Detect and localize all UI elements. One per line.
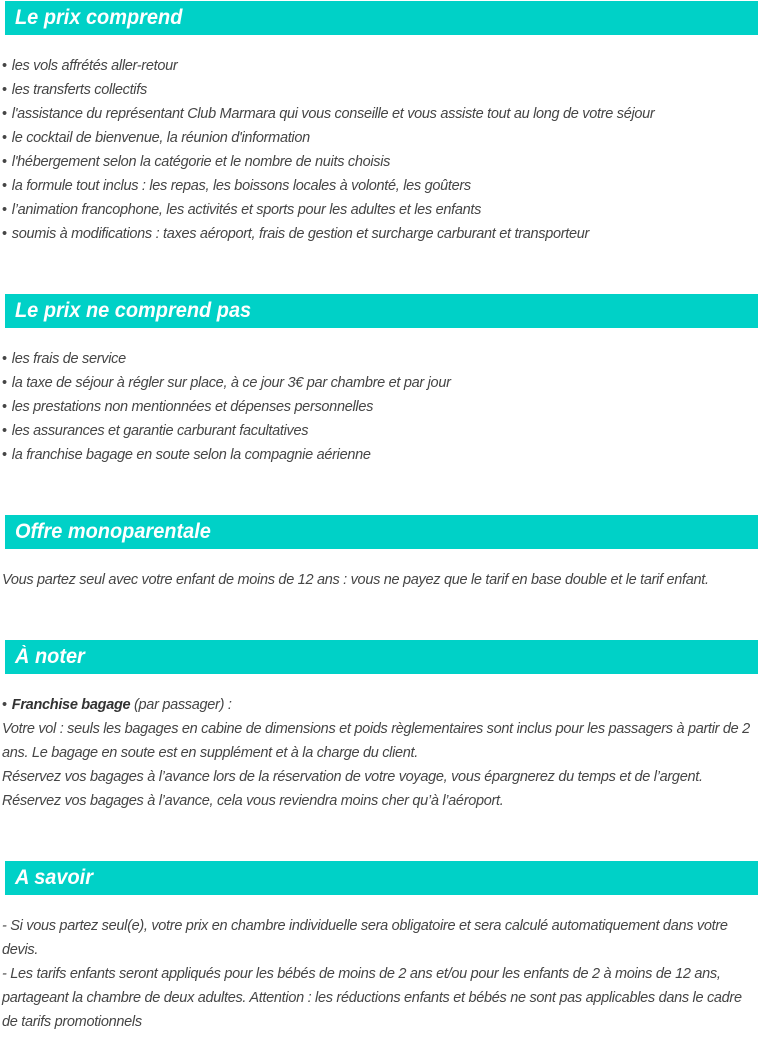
section-header-bar bbox=[5, 515, 758, 549]
bullet-item bbox=[2, 395, 750, 419]
bullet-icon: • bbox=[2, 697, 7, 713]
section-title: Le prix comprend bbox=[15, 6, 183, 29]
bullet-icon: • bbox=[2, 447, 7, 463]
section-content bbox=[0, 895, 758, 1034]
bullet-text: la formule tout inclus : les repas, les boissons locales à volonté, les goûters bbox=[11, 178, 471, 194]
bullet-item bbox=[2, 54, 750, 78]
bullet-icon: • bbox=[2, 82, 7, 98]
bullet-item bbox=[2, 347, 750, 371]
section-offre-monoparentale bbox=[0, 515, 758, 592]
section-title: A savoir bbox=[15, 866, 93, 889]
bullet-icon: • bbox=[2, 375, 7, 391]
bullet-text: les prestations non mentionnées et dépenses personnelles bbox=[11, 399, 374, 415]
paragraph: - Si vous partez seul(e), votre prix en chambre individuelle sera obligatoire et sera calculé automatiquement dans votre devis. bbox=[2, 918, 728, 958]
bullet-item bbox=[2, 371, 750, 395]
bullet-text: l’animation francophone, les activités et sports pour les adultes et les enfants bbox=[11, 202, 482, 218]
bullet-item bbox=[2, 174, 750, 198]
bullet-icon: • bbox=[2, 423, 7, 439]
lead-bullet-bold-text: Franchise bagage bbox=[11, 697, 131, 713]
bullet-text: l'assistance du représentant Club Marmara qui vous conseille et vous assiste tout au long de votre séjour bbox=[11, 106, 655, 122]
section-header-bar bbox=[5, 294, 758, 328]
bullet-item bbox=[2, 102, 750, 126]
bullet-item bbox=[2, 126, 750, 150]
section-a-savoir bbox=[0, 861, 758, 1034]
section-header-bar bbox=[5, 640, 758, 674]
bullet-icon: • bbox=[2, 202, 7, 218]
section-content bbox=[0, 35, 758, 246]
bullet-text: les assurances et garantie carburant facultatives bbox=[11, 423, 309, 439]
bullet-item bbox=[2, 198, 750, 222]
bullet-icon: • bbox=[2, 178, 7, 194]
bullet-icon: • bbox=[2, 226, 7, 242]
bullet-text: les transferts collectifs bbox=[11, 82, 147, 98]
section-content bbox=[0, 674, 758, 813]
section-le-prix-ne-comprend-pas bbox=[0, 294, 758, 467]
bullet-icon: • bbox=[2, 106, 7, 122]
bullet-text: les vols affrétés aller-retour bbox=[11, 58, 178, 74]
lead-bullet-item bbox=[2, 693, 750, 717]
bullet-text: les frais de service bbox=[11, 351, 126, 367]
paragraph: Vous partez seul avec votre enfant de moins de 12 ans : vous ne payez que le tarif en base double et le tarif enfant. bbox=[2, 572, 709, 588]
document-body bbox=[0, 1, 758, 1034]
lead-bullet-rest-text: (par passager) : bbox=[130, 697, 232, 713]
bullet-text: l'hébergement selon la catégorie et le nombre de nuits choisis bbox=[11, 154, 391, 170]
bullet-text: la franchise bagage en soute selon la compagnie aérienne bbox=[11, 447, 371, 463]
bullet-item bbox=[2, 443, 750, 467]
section-header-bar bbox=[5, 861, 758, 895]
bullet-icon: • bbox=[2, 154, 7, 170]
bullet-icon: • bbox=[2, 130, 7, 146]
bullet-item bbox=[2, 78, 750, 102]
paragraph: Réservez vos bagages à l’avance, cela vous reviendra moins cher qu’à l’aéroport. bbox=[2, 793, 504, 809]
bullet-icon: • bbox=[2, 351, 7, 367]
section-title: À noter bbox=[15, 645, 85, 668]
bullet-item bbox=[2, 150, 750, 174]
bullet-icon: • bbox=[2, 399, 7, 415]
section-a-noter bbox=[0, 640, 758, 813]
section-le-prix-comprend bbox=[0, 1, 758, 246]
section-title: Le prix ne comprend pas bbox=[15, 299, 252, 322]
section-title: Offre monoparentale bbox=[15, 520, 211, 543]
paragraph: Votre vol : seuls les bagages en cabine de dimensions et poids règlementaires sont inclus pour les passagers à partir de 2 ans. Le bagage en soute est en supplément et à la charge du client. bbox=[2, 721, 750, 761]
bullet-item bbox=[2, 419, 750, 443]
bullet-text: la taxe de séjour à régler sur place, à ce jour 3€ par chambre et par jour bbox=[11, 375, 451, 391]
bullet-item bbox=[2, 222, 750, 246]
paragraph: - Les tarifs enfants seront appliqués pour les bébés de moins de 2 ans et/ou pour les enfants de 2 à moins de 12 ans, partageant la chambre de deux adultes. Attention : les réductions enfants et bébés ne sont pas applicables dans le cadre de tarifs promotionnels bbox=[2, 966, 742, 1030]
section-header-bar bbox=[5, 1, 758, 35]
paragraph: Réservez vos bagages à l’avance lors de la réservation de votre voyage, vous épargnerez du temps et de l’argent. bbox=[2, 769, 703, 785]
bullet-text: soumis à modifications : taxes aéroport, frais de gestion et surcharge carburant et transporteur bbox=[11, 226, 590, 242]
section-content bbox=[0, 549, 758, 592]
section-content bbox=[0, 328, 758, 467]
bullet-text: le cocktail de bienvenue, la réunion d'information bbox=[11, 130, 310, 146]
bullet-icon: • bbox=[2, 58, 7, 74]
